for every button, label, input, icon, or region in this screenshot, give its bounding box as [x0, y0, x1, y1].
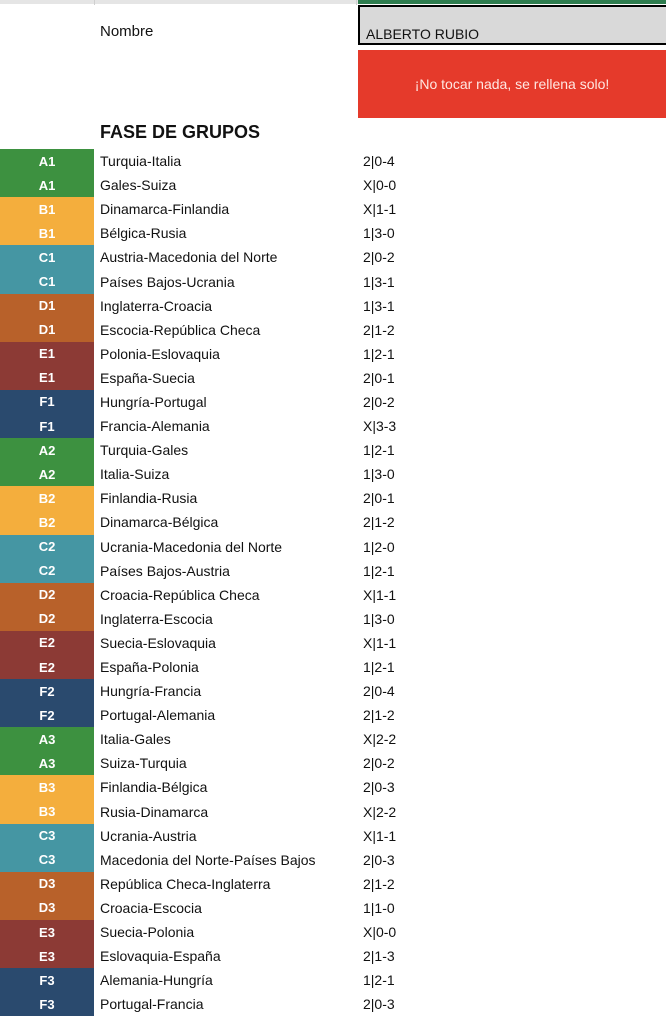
group-cell[interactable]: F2 [0, 703, 94, 727]
table-row [0, 245, 666, 269]
table-row [0, 824, 666, 848]
group-cell[interactable]: A2 [0, 462, 94, 486]
table-row [0, 655, 666, 679]
group-cell[interactable]: F2 [0, 679, 94, 703]
group-cell[interactable]: D3 [0, 896, 94, 920]
name-label: Nombre [100, 23, 154, 40]
table-row [0, 703, 666, 727]
prediction-cell[interactable]: 1|2-1 [363, 562, 395, 579]
table-row [0, 992, 666, 1016]
table-row [0, 679, 666, 703]
prediction-cell[interactable]: 1|2-1 [363, 972, 395, 989]
match-cell[interactable]: Finlandia-Rusia [100, 490, 198, 507]
table-row [0, 631, 666, 655]
group-cell[interactable]: E1 [0, 342, 94, 366]
group-cell[interactable]: D1 [0, 294, 94, 318]
group-cell[interactable]: B1 [0, 197, 94, 221]
prediction-cell[interactable]: 2|0-2 [363, 393, 395, 410]
match-cell[interactable]: Italia-Suiza [100, 466, 170, 483]
prediction-cell[interactable]: 2|0-4 [363, 683, 395, 700]
match-cell[interactable]: España-Suecia [100, 369, 195, 386]
table-row [0, 486, 666, 510]
match-cell[interactable]: Bélgica-Rusia [100, 225, 187, 242]
prediction-cell[interactable]: X|0-0 [363, 177, 397, 194]
group-cell[interactable]: B2 [0, 486, 94, 510]
match-cell[interactable]: Croacia-Escocia [100, 899, 202, 916]
prediction-cell[interactable]: 2|0-1 [363, 490, 395, 507]
prediction-cell[interactable]: 2|0-2 [363, 755, 395, 772]
prediction-cell[interactable]: 2|0-1 [363, 369, 395, 386]
prediction-cell[interactable]: X|1-1 [363, 827, 397, 844]
group-cell[interactable]: C3 [0, 848, 94, 872]
column-divider [94, 0, 95, 5]
match-cell[interactable]: Francia-Alemania [100, 418, 210, 435]
group-cell[interactable]: E3 [0, 920, 94, 944]
table-row [0, 438, 666, 462]
group-cell[interactable]: A3 [0, 751, 94, 775]
prediction-cell[interactable]: 1|3-0 [363, 610, 395, 627]
table-row [0, 944, 666, 968]
group-cell[interactable]: D2 [0, 583, 94, 607]
table-row [0, 390, 666, 414]
match-cell[interactable]: Gales-Suiza [100, 177, 177, 194]
match-cell[interactable]: Eslovaquia-España [100, 948, 221, 965]
prediction-cell[interactable]: 2|0-2 [363, 249, 395, 266]
column-divider [356, 0, 357, 5]
prediction-cell[interactable]: 1|2-1 [363, 345, 395, 362]
match-cell[interactable]: Escocia-República Checa [100, 321, 261, 338]
table-row [0, 751, 666, 775]
group-cell[interactable]: E2 [0, 631, 94, 655]
prediction-cell[interactable]: 1|3-1 [363, 297, 395, 314]
group-cell[interactable]: B2 [0, 510, 94, 534]
prediction-cell[interactable]: 1|3-1 [363, 273, 395, 290]
table-row [0, 800, 666, 824]
prediction-cell[interactable]: 2|0-4 [363, 153, 395, 170]
match-cell[interactable]: Portugal-Alemania [100, 707, 216, 724]
table-row [0, 920, 666, 944]
group-cell[interactable]: F1 [0, 390, 94, 414]
table-row [0, 535, 666, 559]
prediction-cell[interactable]: 2|0-3 [363, 779, 395, 796]
match-cell[interactable]: España-Polonia [100, 659, 199, 676]
name-value: ALBERTO RUBIO [366, 26, 480, 42]
group-cell[interactable]: C2 [0, 535, 94, 559]
match-cell[interactable]: Turquia-Gales [100, 442, 189, 459]
match-cell[interactable]: Suiza-Turquia [100, 755, 187, 772]
table-row [0, 510, 666, 534]
group-cell[interactable]: B1 [0, 221, 94, 245]
table-row [0, 896, 666, 920]
match-cell[interactable]: Italia-Gales [100, 731, 171, 748]
prediction-cell[interactable]: X|2-2 [363, 731, 397, 748]
table-row [0, 221, 666, 245]
table-row [0, 583, 666, 607]
prediction-cell[interactable]: X|1-1 [363, 201, 397, 218]
match-cell[interactable]: Hungría-Portugal [100, 393, 207, 410]
prediction-cell[interactable]: 1|2-1 [363, 442, 395, 459]
prediction-cell[interactable]: X|0-0 [363, 924, 397, 941]
match-cell[interactable]: Inglaterra-Escocia [100, 610, 213, 627]
table-row [0, 727, 666, 751]
table-row [0, 775, 666, 799]
group-cell[interactable]: D3 [0, 872, 94, 896]
match-cell[interactable]: Ucrania-Macedonia del Norte [100, 538, 283, 555]
group-cell[interactable]: E3 [0, 944, 94, 968]
prediction-cell[interactable]: 2|1-2 [363, 707, 395, 724]
table-row [0, 294, 666, 318]
table-row [0, 149, 666, 173]
match-cell[interactable]: Ucrania-Austria [100, 827, 197, 844]
match-cell[interactable]: Alemania-Hungría [100, 972, 213, 989]
match-cell[interactable]: Macedonia del Norte-Países Bajos [100, 851, 316, 868]
table-row [0, 607, 666, 631]
match-cell[interactable]: Hungría-Francia [100, 683, 202, 700]
prediction-cell[interactable]: 1|3-0 [363, 225, 395, 242]
selection-indicator [358, 0, 666, 4]
table-row [0, 414, 666, 438]
match-cell[interactable]: Inglaterra-Croacia [100, 297, 213, 314]
warning-banner[interactable]: ¡No tocar nada, se rellena solo! [358, 50, 666, 118]
match-cell[interactable]: República Checa-Inglaterra [100, 875, 271, 892]
group-cell[interactable]: A1 [0, 149, 94, 173]
name-cell[interactable] [358, 5, 666, 45]
match-cell[interactable]: Países Bajos-Austria [100, 562, 230, 579]
prediction-cell[interactable]: 1|2-0 [363, 538, 395, 555]
match-cell[interactable]: Suecia-Polonia [100, 924, 195, 941]
match-cell[interactable]: Turquia-Italia [100, 153, 182, 170]
group-cell[interactable]: F3 [0, 992, 94, 1016]
match-cell[interactable]: Polonia-Eslovaquia [100, 345, 220, 362]
match-cell[interactable]: Dinamarca-Finlandia [100, 201, 230, 218]
prediction-cell[interactable]: X|2-2 [363, 803, 397, 820]
group-cell[interactable]: D2 [0, 607, 94, 631]
group-cell[interactable]: E1 [0, 366, 94, 390]
prediction-cell[interactable]: X|3-3 [363, 418, 397, 435]
prediction-cell[interactable]: 2|1-3 [363, 948, 395, 965]
prediction-cell[interactable]: 2|1-2 [363, 514, 395, 531]
prediction-cell[interactable]: X|1-1 [363, 586, 397, 603]
table-row [0, 848, 666, 872]
match-cell[interactable]: Rusia-Dinamarca [100, 803, 209, 820]
prediction-cell[interactable]: 2|0-3 [363, 996, 395, 1013]
group-cell[interactable]: A1 [0, 173, 94, 197]
prediction-cell[interactable]: X|1-1 [363, 634, 397, 651]
table-row [0, 269, 666, 293]
group-cell[interactable]: F1 [0, 414, 94, 438]
table-row [0, 366, 666, 390]
match-cell[interactable]: Países Bajos-Ucrania [100, 273, 235, 290]
prediction-cell[interactable]: 1|3-0 [363, 466, 395, 483]
prediction-cell[interactable]: 1|2-1 [363, 659, 395, 676]
group-cell[interactable]: A2 [0, 438, 94, 462]
sheet-top-border [0, 0, 666, 4]
match-cell[interactable]: Croacia-República Checa [100, 586, 260, 603]
group-cell[interactable]: F3 [0, 968, 94, 992]
table-row [0, 318, 666, 342]
table-row [0, 197, 666, 221]
group-cell[interactable]: B3 [0, 800, 94, 824]
table-row [0, 968, 666, 992]
section-title: FASE DE GRUPOS [100, 122, 261, 142]
table-row [0, 872, 666, 896]
group-cell[interactable]: B3 [0, 775, 94, 799]
prediction-cell[interactable]: 2|1-2 [363, 321, 395, 338]
table-row [0, 173, 666, 197]
group-cell[interactable]: A3 [0, 727, 94, 751]
match-cell[interactable]: Dinamarca-Bélgica [100, 514, 219, 531]
match-cell[interactable]: Austria-Macedonia del Norte [100, 249, 278, 266]
match-cell[interactable]: Suecia-Eslovaquia [100, 634, 216, 651]
group-cell[interactable]: C3 [0, 824, 94, 848]
group-cell[interactable]: C1 [0, 245, 94, 269]
prediction-cell[interactable]: 2|1-2 [363, 875, 395, 892]
group-cell[interactable]: C1 [0, 269, 94, 293]
match-cell[interactable]: Portugal-Francia [100, 996, 204, 1013]
match-cell[interactable]: Finlandia-Bélgica [100, 779, 208, 796]
group-cell[interactable]: E2 [0, 655, 94, 679]
group-cell[interactable]: D1 [0, 318, 94, 342]
table-row [0, 559, 666, 583]
prediction-cell[interactable]: 2|0-3 [363, 851, 395, 868]
prediction-cell[interactable]: 1|1-0 [363, 899, 395, 916]
matches-table [0, 149, 666, 1016]
table-row [0, 462, 666, 486]
group-cell[interactable]: C2 [0, 559, 94, 583]
table-row [0, 342, 666, 366]
